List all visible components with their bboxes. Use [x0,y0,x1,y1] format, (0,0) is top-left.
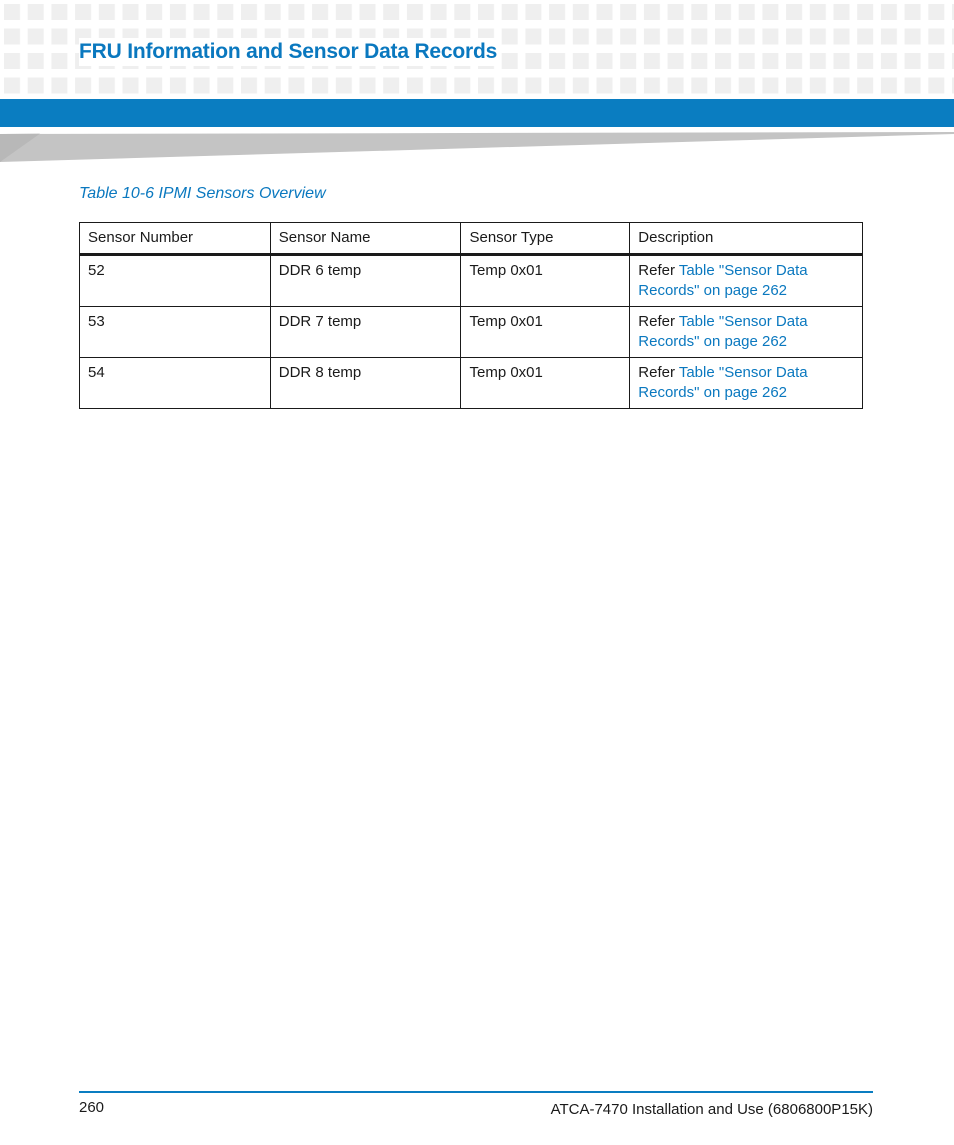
table-caption: Table 10-6 IPMI Sensors Overview [79,185,326,202]
sensor-type-cell: Temp 0x01 [461,307,630,358]
document-title: ATCA-7470 Installation and Use (6806800P15K) [550,1101,873,1118]
link-text-line-2[interactable]: Records" on page 262 [638,282,788,299]
sensor-name-cell: DDR 8 temp [270,358,461,409]
table-row [80,255,863,307]
header-blue-band [0,99,954,127]
sensor-number-cell: 54 [80,358,271,409]
sensor-type-cell: Temp 0x01 [461,358,630,409]
link-text-line-2[interactable]: Records" on page 262 [638,384,788,401]
link-text-line-2[interactable]: Records" on page 262 [638,333,788,350]
sensor-type-cell: Temp 0x01 [461,255,630,307]
sensor-name-cell: DDR 7 temp [270,307,461,358]
table-header-row [80,223,863,255]
table-row [80,307,863,358]
table-row [80,358,863,409]
description-cell [630,255,863,307]
sensor-name-cell: DDR 6 temp [270,255,461,307]
link-text-line-1[interactable]: Table "Sensor Data [678,313,808,330]
description-prefix: Refer [638,364,679,381]
description-prefix: Refer [638,313,679,330]
footer-rule [79,1091,873,1093]
link-text-line-1[interactable]: Table "Sensor Data [678,364,808,381]
page-title: FRU Information and Sensor Data Records [79,38,501,66]
column-header-sensor-name: Sensor Name [270,223,461,255]
ipmi-sensors-table [79,222,863,409]
column-header-description: Description [630,223,863,255]
header-grey-swoosh [0,130,954,164]
column-header-sensor-number: Sensor Number [80,223,271,255]
sensor-number-cell: 53 [80,307,271,358]
column-header-sensor-type: Sensor Type [461,223,630,255]
link-text-line-1[interactable]: Table "Sensor Data [678,262,808,279]
description-cell [630,358,863,409]
page-number: 260 [79,1099,105,1116]
description-cell [630,307,863,358]
sensor-number-cell: 52 [80,255,271,307]
description-prefix: Refer [638,262,679,279]
